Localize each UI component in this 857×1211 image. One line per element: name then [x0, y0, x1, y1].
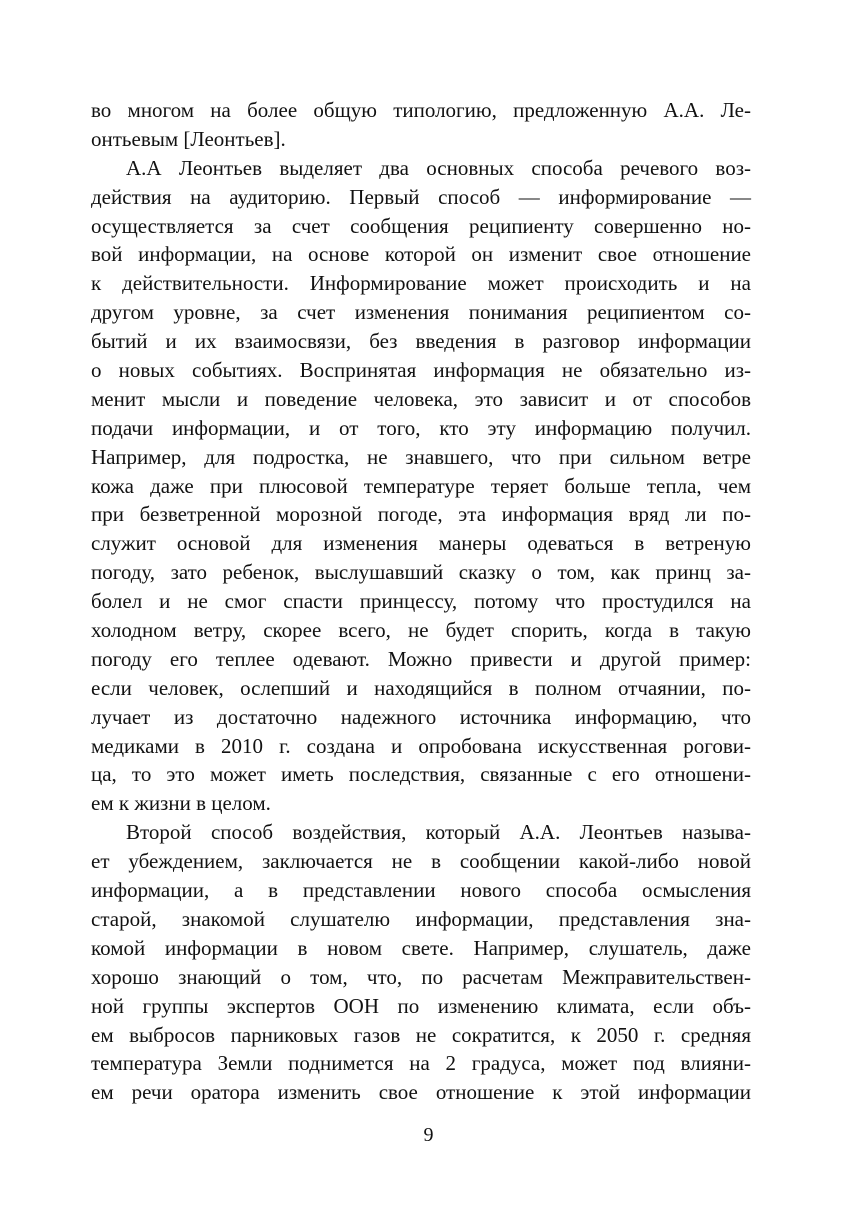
text-line: погоду, зато ребенок, выслушавший сказку о том, как принц за-: [91, 560, 751, 585]
text-line: медиками в 2010 г. создана и опробована искусственная рогови-: [91, 733, 751, 758]
text-line: ем к жизни в целом.: [91, 791, 271, 816]
text-line: Например, для подростка, не знавшего, что при сильном ветре: [91, 444, 751, 469]
paragraph-first-line: Второй способ воздействия, который А.А. Леонтьев называ-: [126, 820, 751, 845]
text-line: бытий и их взаимосвязи, без введения в разговор информации: [91, 329, 751, 354]
text-line: погоду его теплее одевают. Можно привести и другой пример:: [91, 646, 751, 671]
text-line: ет убеждением, заключается не в сообщении какой-либо новой: [91, 849, 751, 874]
text-line: лучает из достаточно надежного источника информацию, что: [91, 704, 751, 729]
text-line: болел и не смог спасти принцессу, потому что простудился на: [91, 589, 751, 614]
text-line: во многом на более общую типологию, предложенную А.А. Ле-: [91, 98, 751, 122]
page-number: 9: [423, 1124, 434, 1146]
text-line: холодном ветру, скорее всего, не будет спорить, когда в такую: [91, 618, 751, 643]
text-line: старой, знакомой слушателю информации, представления зна-: [91, 906, 751, 931]
text-line: осуществляется за счет сообщения реципиенту совершенно но-: [91, 213, 751, 238]
text-line: о новых событиях. Воспринятая информация не обязательно из-: [91, 358, 751, 383]
text-line: другом уровне, за счет изменения понимания реципиентом со-: [91, 300, 751, 325]
text-line: ца, то это может иметь последствия, связанные с его отношени-: [91, 762, 751, 787]
text-line: кожа даже при плюсовой температуре теряет больше тепла, чем: [91, 473, 751, 498]
text-line: информации, а в представлении нового способа осмысления: [91, 878, 751, 903]
text-line: онтьевым [Леонтьев].: [91, 126, 286, 151]
text-line: хорошо знающий о том, что, по расчетам Межправительствен-: [91, 964, 751, 989]
text-line: менит мысли и поведение человека, это зависит и от способов: [91, 386, 751, 411]
text-line: вой информации, на основе которой он изменит свое отношение: [91, 242, 751, 267]
text-line: ной группы экспертов ООН по изменению климата, если объ-: [91, 993, 751, 1018]
text-line: к действительности. Информирование может происходить и на: [91, 271, 751, 296]
text-line: подачи информации, и от того, кто эту информацию получил.: [91, 415, 751, 440]
text-line: служит основой для изменения манеры одеваться в ветреную: [91, 531, 751, 556]
text-line: комой информации в новом свете. Например, слушатель, даже: [91, 935, 751, 960]
body-text: [91, 96, 751, 1107]
text-line: при безветренной морозной погоде, эта информация вряд ли по-: [91, 502, 751, 527]
text-line: ем выбросов парниковых газов не сократится, к 2050 г. средняя: [91, 1022, 751, 1047]
text-line: ем речи оратора изменить свое отношение к этой информации: [91, 1080, 751, 1105]
text-line: температура Земли поднимется на 2 градуса, может под влияни-: [91, 1051, 751, 1076]
paragraph-first-line: А.А Леонтьев выделяет два основных способа речевого воз-: [126, 155, 751, 180]
text-line: если человек, ослепший и находящийся в полном отчаянии, по-: [91, 675, 751, 700]
text-line: действия на аудиторию. Первый способ — информирование —: [91, 184, 751, 209]
